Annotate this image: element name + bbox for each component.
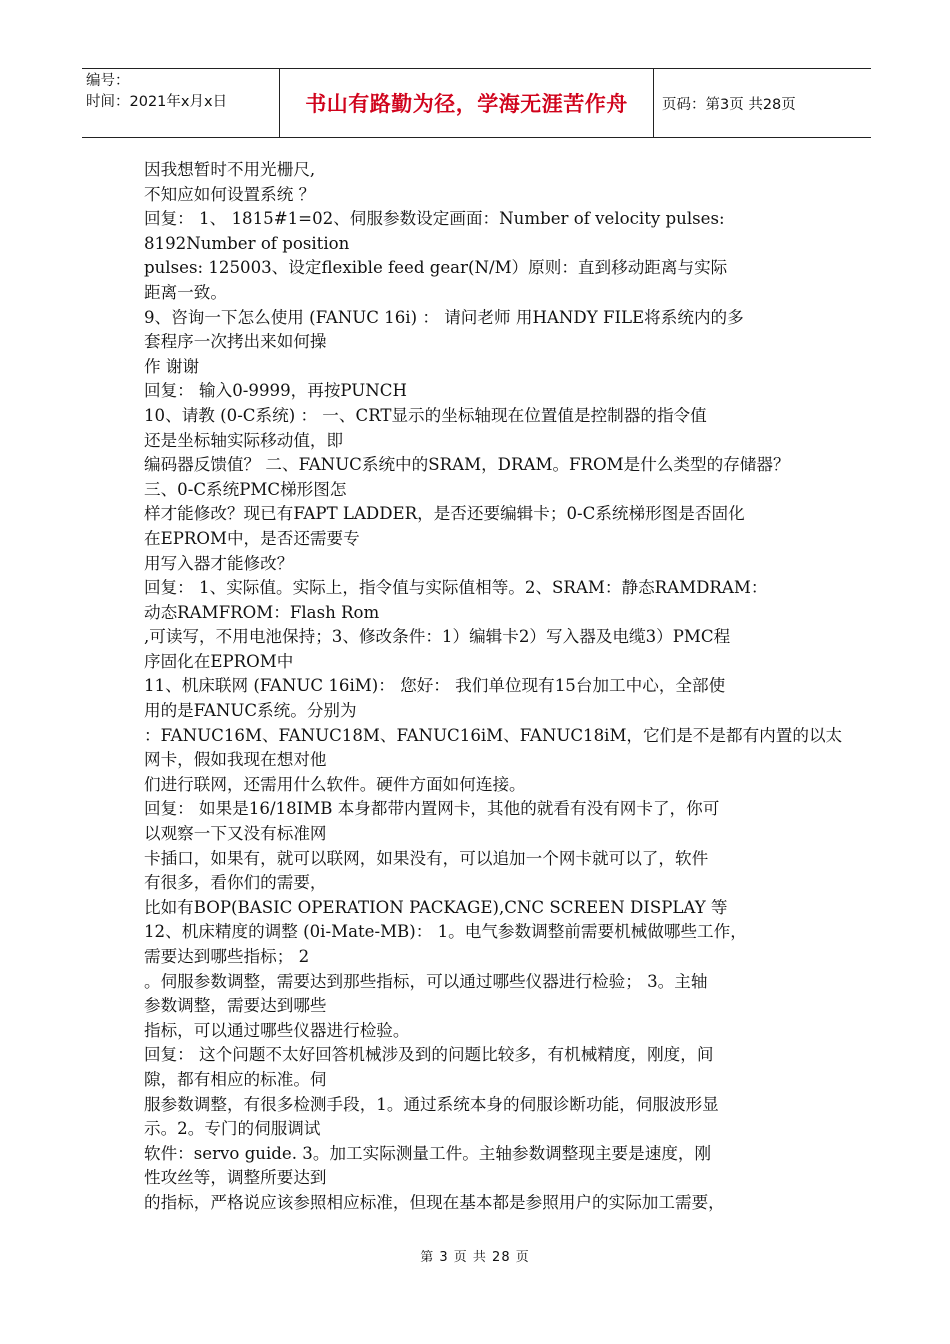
body-line: 示。2。专门的伺服调试 — [144, 1119, 321, 1139]
header-motto: 书山有路勤为径，学海无涯苦作舟 — [280, 69, 654, 137]
body-line: 10、请教 (0-C系统) ： 一、CRT显示的坐标轴现在位置值是控制器的指令值 — [144, 405, 707, 425]
body-line: 服参数调整，有很多检测手段，1。通过系统本身的伺服诊断功能，伺服波形显 — [144, 1094, 719, 1114]
body-line: 序固化在EPROM中 — [144, 651, 294, 671]
body-line: 用的是FANUC系统。分别为 — [144, 701, 357, 721]
body-line: 回复： 这个问题不太好回答机械涉及到的问题比较多，有机械精度，刚度，间 — [144, 1045, 714, 1065]
body-line: 回复： 1、实际值。实际上，指令值与实际值相等。2、SRAM：静态RAMDRAM： — [144, 578, 768, 598]
body-line: ,可读写，不用电池保持；3、修改条件：1）编辑卡2）写入器及电缆3）PMC程 — [144, 627, 731, 647]
body-line: 的指标，严格说应该参照相应标准，但现在基本都是参照用户的实际加工需要， — [144, 1192, 725, 1212]
body-line: 回复： 1、 1815#1=02、伺服参数设定画面：Number of velocity pulses: — [144, 209, 725, 229]
body-line: 距离一致。 — [144, 282, 227, 302]
doc-date-label: 时间：2021年x月x日 — [86, 94, 228, 110]
body-line: 回复： 输入0-9999，再按PUNCH — [144, 381, 407, 401]
body-line: 软件：servo guide. 3。加工实际测量工件。主轴参数调整现主要是速度，刚 — [144, 1143, 712, 1163]
body-line: 还是坐标轴实际移动值，即 — [144, 430, 344, 450]
body-line: 三、0-C系统PMC梯形图怎 — [144, 479, 347, 499]
body-line: 指标，可以通过哪些仪器进行检验。 — [144, 1020, 410, 1040]
body-line: 比如有BOP(BASIC OPERATION PACKAGE),CNC SCREEN DISPLAY 等 — [144, 897, 728, 917]
body-line: 们进行联网，还需用什么软件。硬件方面如何连接。 — [144, 774, 526, 794]
page-header — [82, 68, 871, 138]
header-page-label: 页码：第3页 共28页 — [662, 96, 796, 113]
body-line: 。伺服参数调整，需要达到那些指标，可以通过哪些仪器进行检验； 3。主轴 — [144, 971, 708, 991]
body-line: 作 谢谢 — [144, 356, 200, 376]
body-line: 12、机床精度的调整 (0i-Mate-MB)： 1。电气参数调整前需要机械做哪些工作， — [144, 922, 747, 942]
document-body — [144, 158, 843, 1216]
body-line: ：FANUC16M、FANUC18M、FANUC16iM、FANUC18iM，它们是不是都有内置的以太 — [144, 725, 843, 745]
body-line: 8192Number of position — [144, 233, 350, 253]
doc-number-label: 编号： — [86, 73, 130, 89]
body-line: 用写入器才能修改？ — [144, 553, 294, 573]
body-line: 需要达到哪些指标； 2 — [144, 947, 310, 966]
body-line: 套程序一次拷出来如何操 — [144, 332, 327, 352]
body-line: 有很多，看你们的需要， — [144, 873, 327, 893]
header-meta — [82, 69, 280, 137]
body-line: 编码器反馈值？ 二、FANUC系统中的SRAM，DRAM。FROM是什么类型的存储器？ — [144, 455, 790, 475]
body-line: pulses: 125003、设定flexible feed gear(N/M）原则：直到移动距离与实际 — [144, 258, 728, 278]
body-line: 样才能修改？现已有FAPT LADDER，是否还要编辑卡；0-C系统梯形图是否固化 — [144, 504, 745, 524]
body-line: 11、机床联网 (FANUC 16iM)： 您好： 我们单位现有15台加工中心，全部使 — [144, 676, 726, 696]
body-line: 9、咨询一下怎么使用 (FANUC 16i) ： 请问老师 用HANDY FILE将系统内的多 — [144, 307, 744, 327]
body-line: 在EPROM中，是否还需要专 — [144, 528, 360, 548]
body-line: 隙，都有相应的标准。伺 — [144, 1069, 327, 1089]
body-line: 不知应如何设置系统 ？ — [144, 184, 316, 204]
body-line: 参数调整，需要达到哪些 — [144, 996, 327, 1016]
body-line: 卡插口，如果有，就可以联网，如果没有，可以追加一个网卡就可以了，软件 — [144, 848, 709, 868]
page-footer: 第 3 页 共 28 页 — [420, 1250, 530, 1265]
body-line: 以观察一下又没有标准网 — [144, 824, 327, 844]
body-line: 网卡，假如我现在想对他 — [144, 750, 327, 770]
body-line: 因我想暂时不用光栅尺, — [144, 160, 316, 179]
body-line: 动态RAMFROM：Flash Rom — [144, 602, 380, 622]
body-line: 回复： 如果是16/18IMB 本身都带内置网卡，其他的就看有没有网卡了，你可 — [144, 799, 720, 819]
body-line: 性攻丝等，调整所要达到 — [144, 1168, 327, 1188]
